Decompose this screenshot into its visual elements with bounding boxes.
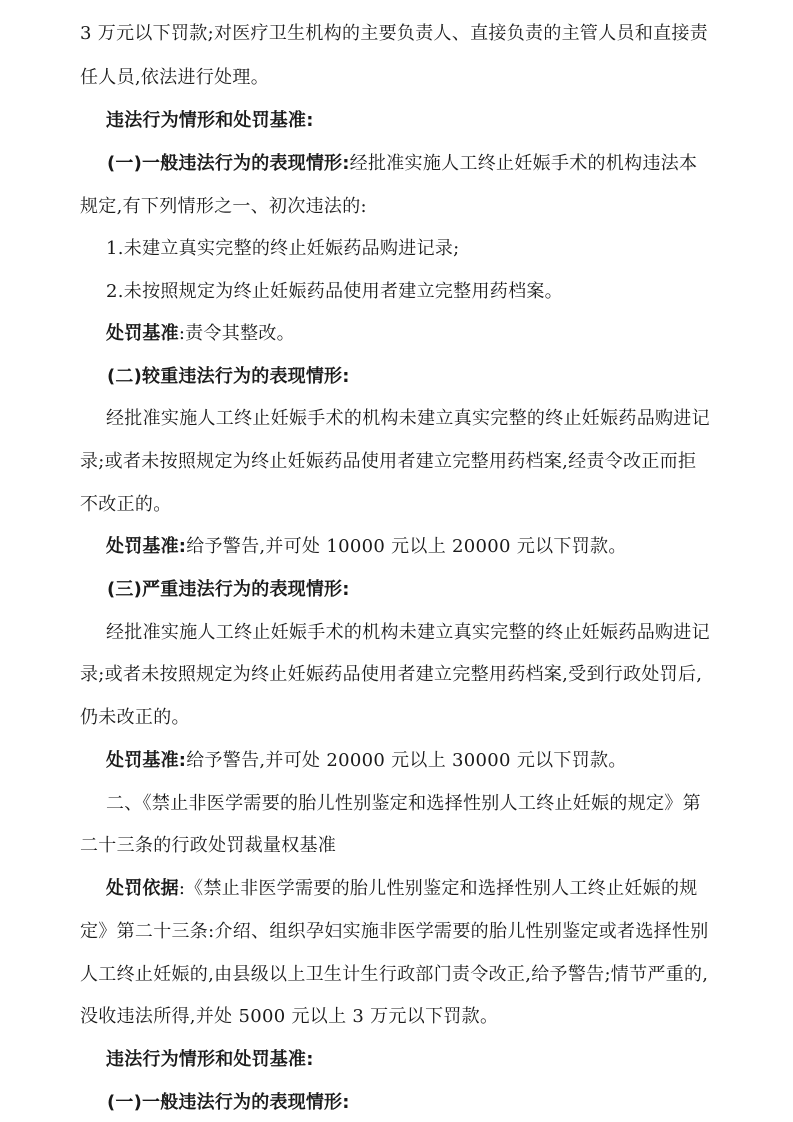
text-line [0, 109, 793, 133]
text-line [0, 1005, 793, 1029]
text-line [0, 578, 793, 602]
bold-text: 违法行为情形和处罚基准: [106, 1049, 314, 1070]
text-line [0, 749, 793, 773]
body-text: 经批准实施人工终止妊娠手术的机构违法本 [349, 153, 698, 174]
body-text: 人工终止妊娠的,由县级以上卫生计生行政部门责令改正,给予警告;情节严重的, [80, 964, 709, 985]
body-text: 规定,有下列情形之一、初次违法的: [80, 196, 367, 217]
text-line [0, 663, 793, 687]
text-line [0, 877, 793, 901]
bold-text: (三)严重违法行为的表现情形: [107, 579, 350, 600]
text-line [0, 365, 793, 389]
text-line [0, 322, 793, 346]
body-text: 二、《禁止非医学需要的胎儿性别鉴定和选择性别人工终止妊娠的规定》第 [106, 793, 701, 814]
bold-text: 违法行为情形和处罚基准: [106, 110, 314, 131]
text-line [0, 195, 793, 219]
body-text: 仍未改正的。 [80, 707, 190, 728]
body-text: 给予警告,并可处 10000 元以上 20000 元以下罚款。 [186, 536, 627, 557]
body-text: 录;或者未按照规定为终止妊娠药品使用者建立完整用药档案,受到行政处罚后, [80, 664, 703, 685]
text-line [0, 621, 793, 645]
text-line [0, 1091, 793, 1115]
text-line [0, 237, 793, 261]
text-line [0, 963, 793, 987]
body-text: 给予警告,并可处 20000 元以上 30000 元以下罚款。 [186, 750, 627, 771]
text-line [0, 834, 793, 858]
body-text: :责令其整改。 [178, 323, 295, 344]
body-text: 经批准实施人工终止妊娠手术的机构未建立真实完整的终止妊娠药品购进记 [106, 622, 710, 643]
body-text: :《禁止非医学需要的胎儿性别鉴定和选择性别人工终止妊娠的规 [178, 878, 698, 899]
body-text: 不改正的。 [80, 494, 172, 515]
bold-text: 处罚基准: [106, 536, 187, 557]
bold-text: (一)一般违法行为的表现情形: [107, 1092, 350, 1113]
text-line [0, 66, 793, 90]
text-line [0, 706, 793, 730]
body-text: 2.未按照规定为终止妊娠药品使用者建立完整用药档案。 [106, 281, 563, 302]
body-text: 1.未建立真实完整的终止妊娠药品购进记录; [106, 238, 460, 259]
text-line [0, 792, 793, 816]
body-text: 没收违法所得,并处 5000 元以上 3 万元以下罚款。 [80, 1006, 499, 1027]
body-text: 二十三条的行政处罚裁量权基准 [80, 835, 337, 856]
body-text: 3 万元以下罚款;对医疗卫生机构的主要负责人、直接负责的主管人员和直接责 [80, 23, 709, 44]
body-text: 任人员,依法进行处理。 [80, 67, 270, 88]
text-line [0, 535, 793, 559]
body-text: 经批准实施人工终止妊娠手术的机构未建立真实完整的终止妊娠药品购进记 [106, 408, 710, 429]
text-line [0, 1048, 793, 1072]
text-line [0, 22, 793, 46]
bold-text: (一)一般违法行为的表现情形: [107, 153, 350, 174]
text-line [0, 493, 793, 517]
text-line [0, 450, 793, 474]
text-line [0, 920, 793, 944]
bold-text: 处罚基准: [106, 750, 187, 771]
bold-text: 处罚依据 [106, 878, 179, 899]
text-line [0, 407, 793, 431]
bold-text: (二)较重违法行为的表现情形: [107, 366, 350, 387]
text-line [0, 152, 793, 176]
body-text: 录;或者未按照规定为终止妊娠药品使用者建立完整用药档案,经责令改正而拒 [80, 451, 697, 472]
text-line [0, 280, 793, 304]
bold-text: 处罚基准 [106, 323, 179, 344]
body-text: 定》第二十三条:介绍、组织孕妇实施非医学需要的胎儿性别鉴定或者选择性别 [80, 921, 709, 942]
